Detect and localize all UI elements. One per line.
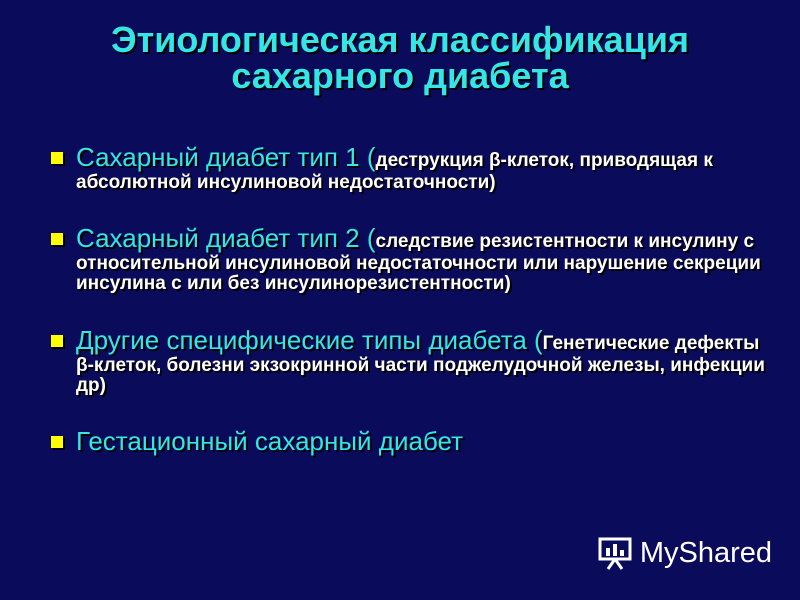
bullet-heading: Сахарный диабет тип 1	[76, 142, 360, 172]
presentation-board-icon	[598, 536, 632, 570]
bullet-detail: деструкция β-клеток, приводящая к абсолютной инсулиновой недостаточности)	[76, 150, 713, 193]
square-bullet-icon	[51, 436, 63, 448]
slide-title-line-1: Этиологическая классификация	[111, 19, 689, 60]
bullet-item-type2	[48, 223, 768, 294]
bullet-item-type1	[48, 142, 768, 193]
bullet-paren: (	[526, 325, 543, 355]
bullet-heading: Гестационный сахарный диабет	[76, 426, 464, 456]
bullet-list	[48, 142, 768, 457]
bullet-detail: следствие резистентности к инсулину с относительной инсулиновой недостаточности или нарушение секреции инсулина с или без инсулинорезистентности)	[76, 231, 761, 294]
watermark-logo[interactable]	[598, 536, 772, 570]
slide-title-line-2: сахарного диабета	[231, 55, 569, 96]
bullet-item-gestational	[48, 426, 768, 457]
bullet-heading: Другие специфические типы диабета	[76, 325, 527, 355]
bullet-paren: (	[359, 142, 376, 172]
square-bullet-icon	[51, 335, 63, 347]
bullet-detail: Генетические дефекты β-клеток, болезни экзокринной части поджелудочной железы, инфекции др)	[76, 333, 765, 396]
bullet-heading: Сахарный диабет тип 2	[76, 223, 360, 253]
slide-title	[0, 19, 800, 96]
bullet-paren: (	[359, 223, 376, 253]
square-bullet-icon	[51, 233, 63, 245]
bullet-item-other-types	[48, 325, 768, 396]
square-bullet-icon	[51, 152, 63, 164]
watermark-text: MyShared	[639, 536, 772, 569]
